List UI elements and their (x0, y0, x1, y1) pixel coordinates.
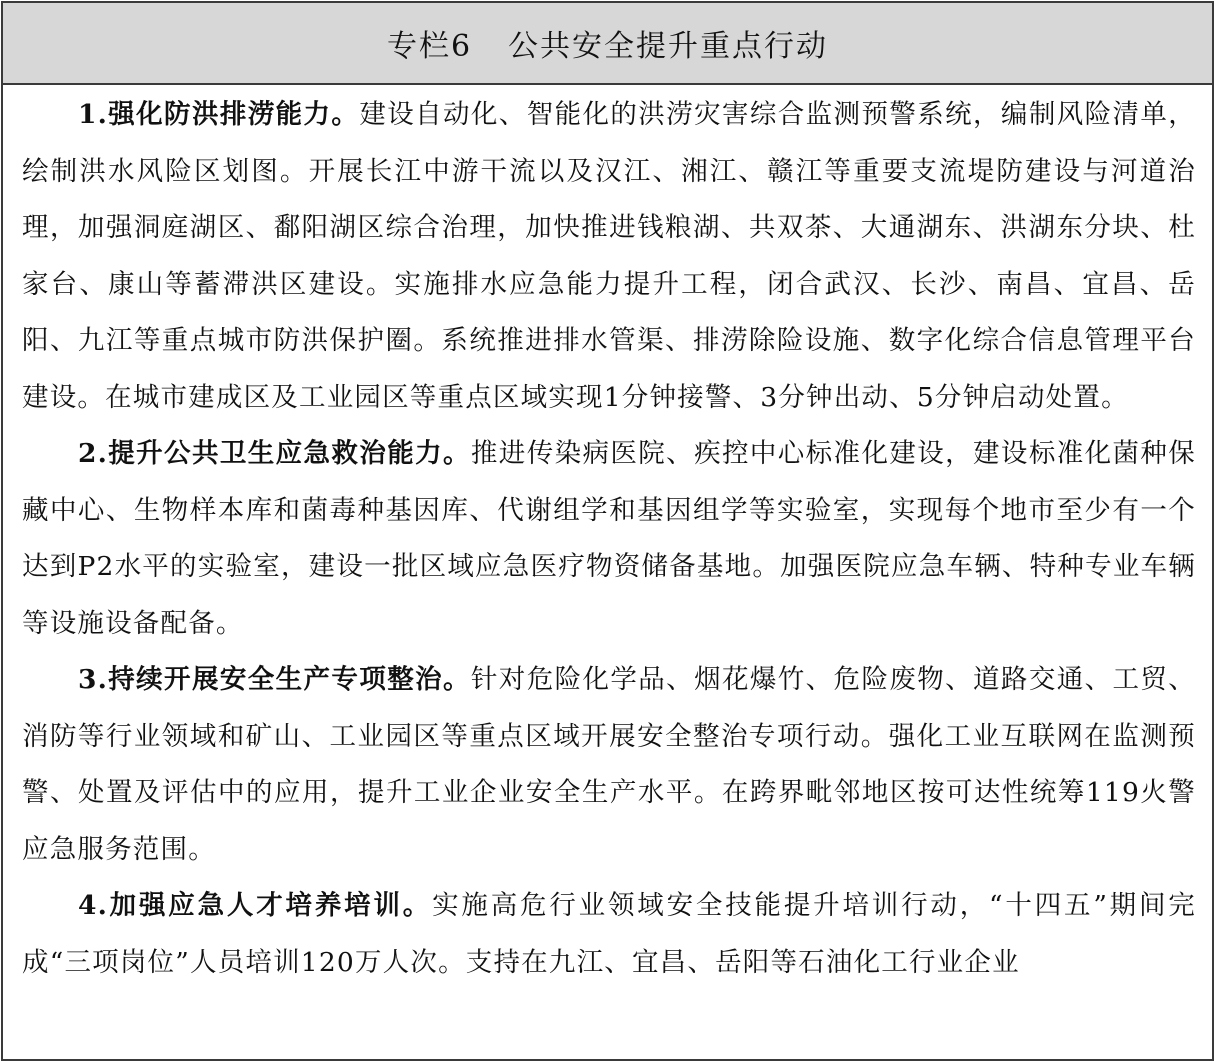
paragraph-body: 建设自动化、智能化的洪涝灾害综合监测预警系统，编制风险清单，绘制洪水风险区划图。开展长江中游干流以及汉江、湘江、赣江等重要支流堤防建设与河道治理，加强洞庭湖区、鄱阳湖区综合治理，加快推进钱粮湖、共双茶、大通湖东、洪湖东分块、杜家台、康山等蓄滞洪区建设。实施排水应急能力提升工程，闭合武汉、长沙、南昌、宜昌、岳阳、九江等重点城市防洪保护圈。系统推进排水管渠、排涝除险设施、数字化综合信息管理平台建设。在城市建成区及工业园区等重点区域实现1分钟接警、3分钟出动、5分钟启动处置。 (22, 99, 1196, 413)
column-label: 专栏6 (386, 29, 473, 64)
column-box (1, 1, 1214, 1061)
paragraph-flood-control (22, 87, 1196, 426)
paragraph-heading: 4.加强应急人才培养培训。 (78, 890, 433, 921)
paragraph-heading: 3.持续开展安全生产专项整治。 (78, 664, 471, 695)
paragraph-talent-training (22, 878, 1196, 991)
paragraph-body: 实施高危行业领域安全技能提升培训行动，“十四五”期间完成“三项岗位”人员培训120万人次。支持在九江、宜昌、岳阳等石油化工行业企业 (22, 890, 1197, 978)
paragraph-heading: 2.提升公共卫生应急救治能力。 (78, 438, 471, 469)
paragraph-body: 推进传染病医院、疾控中心标准化建设，建设标准化菌种保藏中心、生物样本库和菌毒种基因库、代谢组学和基因组学等实验室，实现每个地市至少有一个达到P2水平的实验室，建设一批区域应急医疗物资储备基地。加强医院应急车辆、特种专业车辆等设施设备配备。 (22, 438, 1196, 639)
column-content (3, 87, 1212, 991)
paragraph-public-health (22, 426, 1196, 652)
column-title: 公共安全提升重点行动 (508, 29, 829, 64)
paragraph-body: 针对危险化学品、烟花爆竹、危险废物、道路交通、工贸、消防等行业领域和矿山、工业园区等重点区域开展安全整治专项行动。强化工业互联网在监测预警、处置及评估中的应用，提升工业企业安全生产水平。在跨界毗邻地区按可达性统筹119火警应急服务范围。 (22, 664, 1196, 865)
column-header (3, 3, 1212, 85)
paragraph-heading: 1.强化防洪排涝能力。 (78, 99, 360, 130)
paragraph-production-safety (22, 652, 1196, 878)
